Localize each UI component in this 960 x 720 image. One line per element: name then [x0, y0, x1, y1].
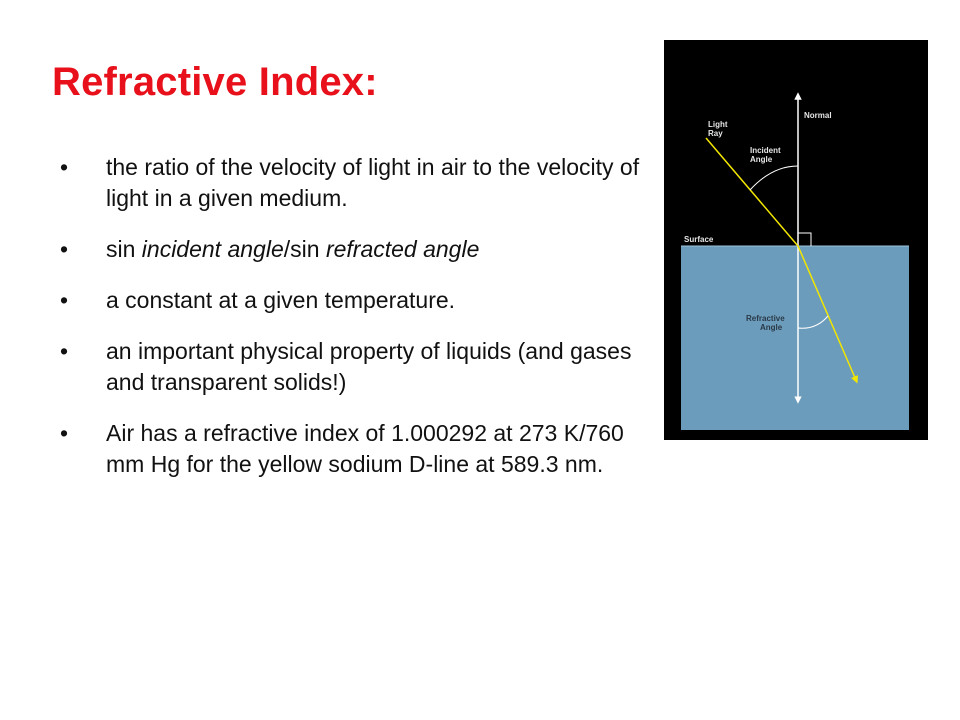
incident-angle-label-line1: Incident [750, 146, 781, 155]
surface-label: Surface [684, 235, 714, 244]
bullet-text-sin: sin [106, 236, 142, 262]
light-ray-label-line2: Ray [708, 129, 723, 138]
bullet-text-incident-angle: incident angle [141, 236, 284, 262]
slide-title: Refractive Index: [52, 60, 378, 104]
bullet-glyph: • [60, 154, 69, 180]
bullet-item-constant [58, 285, 648, 316]
bullet-text: Air has a refractive index of 1.000292 at 273 K/760 mm Hg for the yellow sodium D-line at 589.3 nm. [106, 420, 624, 477]
refraction-diagram-svg [664, 40, 928, 440]
medium-block [681, 246, 909, 430]
refractive-angle-label-line1: Refractive [746, 314, 785, 323]
refractive-angle-label-line2: Angle [760, 323, 783, 332]
bullet-text: a constant at a given temperature. [106, 287, 456, 313]
bullet-item-sin [58, 234, 648, 265]
bullet-text-slash-sin: /sin [283, 236, 326, 262]
bullet-text: an important physical property of liquids (and gases and transparent solids!) [106, 338, 632, 395]
bullet-glyph: • [60, 287, 69, 313]
bullet-item-property [58, 336, 648, 398]
bullet-item-ratio [58, 152, 648, 214]
bullet-glyph: • [60, 420, 69, 446]
bullet-item-air [58, 418, 648, 480]
refraction-diagram [664, 40, 928, 440]
bullet-glyph: • [60, 338, 69, 364]
bullet-list [58, 152, 648, 500]
bullet-glyph: • [60, 236, 69, 262]
bullet-text-refracted-angle: refracted angle [325, 236, 480, 262]
incident-angle-label-line2: Angle [750, 155, 773, 164]
normal-label: Normal [804, 111, 832, 120]
bullet-text: the ratio of the velocity of light in air to the velocity of light in a given medium. [106, 154, 640, 211]
light-ray-label-line1: Light [708, 120, 728, 129]
right-angle-mark [798, 233, 811, 246]
incident-angle-arc [750, 166, 798, 190]
